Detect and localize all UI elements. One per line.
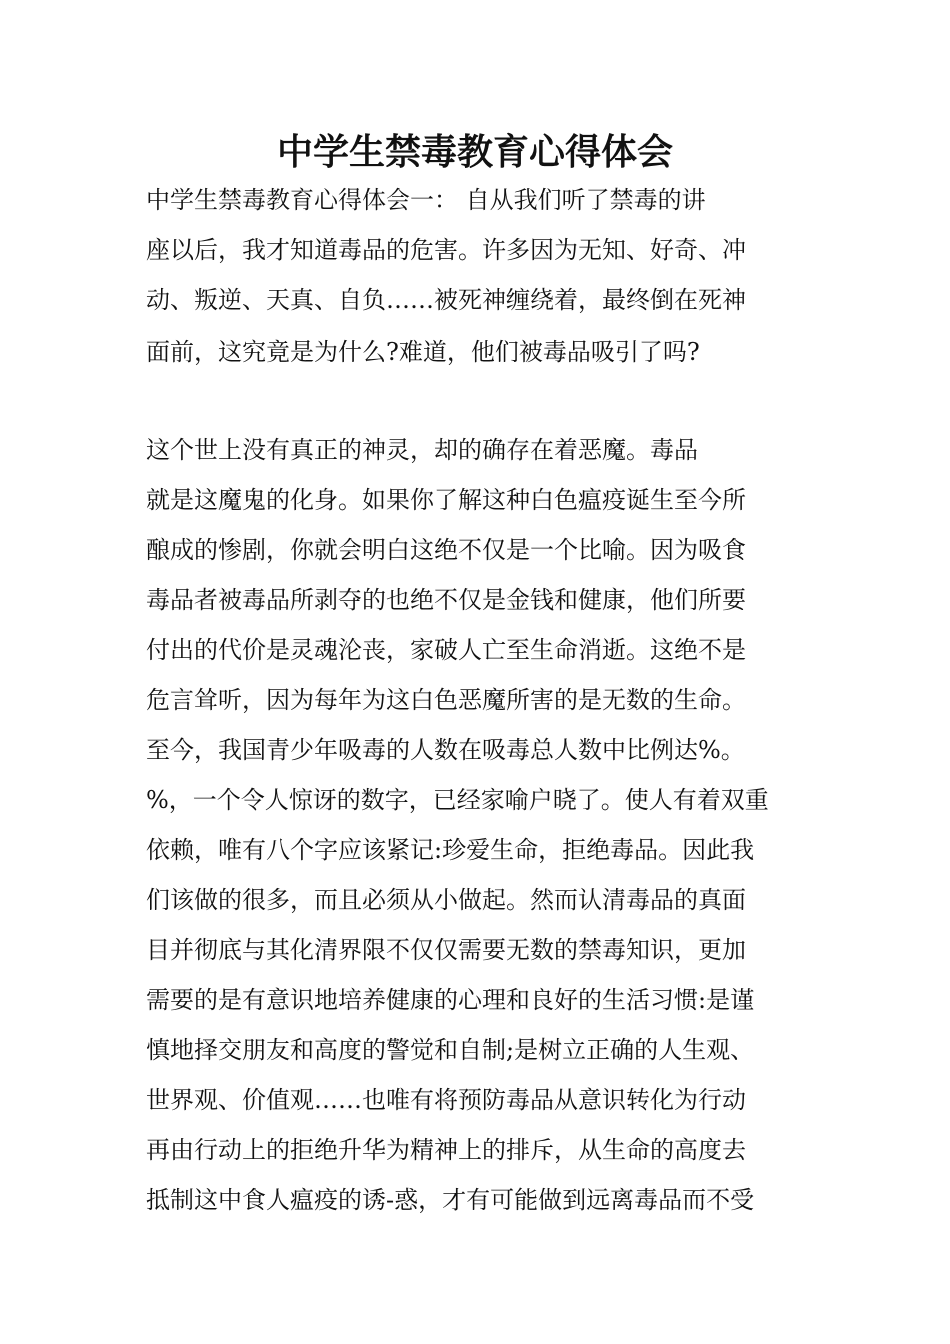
text-line: 付出的代价是灵魂沦丧，家破人亡至生命消逝。这绝不是 [146,636,746,664]
text-line: 酿成的惨剧，你就会明白这绝不仅是一个比喻。因为吸食 [146,536,746,564]
text-line: 动、叛逆、天真、自负……被死神缠绕着，最终倒在死神 [146,286,746,314]
text-line: 依赖，唯有八个字应该紧记:珍爱生命，拒绝毒品。因此我 [146,836,755,864]
text-line: 慎地择交朋友和高度的警觉和自制;是树立正确的人生观、 [146,1036,755,1064]
text-line: 毒品者被毒品所剥夺的也绝不仅是金钱和健康，他们所要 [146,586,746,614]
text-line: 这个世上没有真正的神灵，却的确存在着恶魔。毒品 [146,436,698,464]
text-line: 需要的是有意识地培养健康的心理和良好的生活习惯:是谨 [146,986,755,1014]
text-line: 座以后，我才知道毒品的危害。许多因为无知、好奇、冲 [146,236,746,264]
text-line: 面前，这究竟是为什么?难道，他们被毒品吸引了吗? [146,338,700,366]
text-line: 世界观、价值观……也唯有将预防毒品从意识转化为行动 [146,1086,746,1114]
text-line: 抵制这中食人瘟疫的诱-惑，才有可能做到远离毒品而不受 [146,1186,755,1214]
text-line: 危言耸听，因为每年为这白色恶魔所害的是无数的生命。 [146,686,746,714]
text-line: 至今，我国青少年吸毒的人数在吸毒总人数中比例达%。 [146,736,745,764]
text-line: 目并彻底与其化清界限不仅仅需要无数的禁毒知识，更加 [146,936,746,964]
text-line: 中学生禁毒教育心得体会一： 自从我们听了禁毒的讲 [146,186,706,214]
document-title: 中学生禁毒教育心得体会 [276,131,673,173]
text-line: 就是这魔鬼的化身。如果你了解这种白色瘟疫诞生至今所 [146,486,746,514]
text-line: %，一个令人惊讶的数字，已经家喻户晓了。使人有着双重 [146,786,769,814]
text-line: 再由行动上的拒绝升华为精神上的排斥，从生命的高度去 [146,1136,746,1164]
text-line: 们该做的很多，而且必须从小做起。然而认清毒品的真面 [146,886,746,914]
